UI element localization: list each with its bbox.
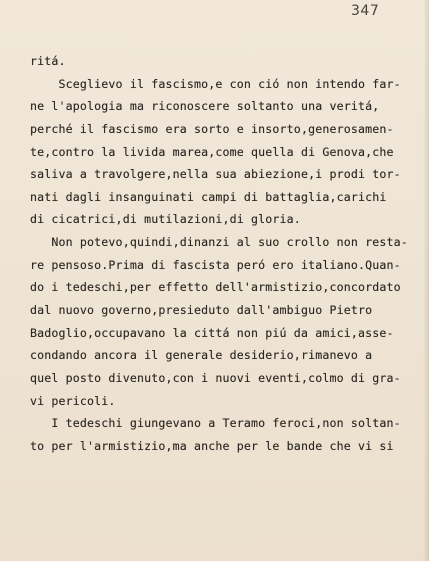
text-line: ne l'apologia ma riconoscere soltanto una veritá, — [30, 99, 380, 114]
text-line: Sceglievo il fascismo,e con ció non intendo far- — [30, 76, 401, 91]
text-line: vi pericoli. — [30, 393, 116, 408]
body-text — [30, 50, 412, 458]
page-number: 347 — [351, 3, 380, 19]
text-line: quel posto divenuto,con i nuovi eventi,colmo di gra- — [30, 370, 401, 385]
text-line: to per l'armistizio,ma anche per le bande che vi si — [30, 438, 394, 453]
text-line: re pensoso.Prima di fascista peró ero italiano.Quan- — [30, 257, 401, 272]
text-line: di cicatrici,di mutilazioni,di gloria. — [30, 212, 301, 227]
text-line: I tedeschi giungevano a Teramo feroci,non soltan- — [30, 416, 401, 431]
text-line: perché il fascismo era sorto e insorto,generosamen- — [30, 121, 394, 136]
text-line: Badoglio,occupavano la cittá non piú da amici,asse- — [30, 325, 394, 340]
text-line: Non potevo,quindi,dinanzi al suo crollo non resta- — [30, 235, 408, 250]
text-line: saliva a travolgere,nella sua abiezione,i prodi tor- — [30, 167, 401, 182]
text-line: nati dagli insanguinati campi di battaglia,carichi — [30, 189, 387, 204]
text-line: dal nuovo governo,presieduto dall'ambiguo Pietro — [30, 303, 373, 318]
text-line: te,contro la livida marea,come quella di Genova,che — [30, 144, 394, 159]
text-line: ritá. — [30, 54, 66, 68]
text-line: condando ancora il generale desiderio,rimanevo a — [30, 348, 373, 363]
page-edge-shadow — [423, 0, 429, 561]
text-line: do i tedeschi,per effetto dell'armistizio,concordato — [30, 280, 401, 295]
